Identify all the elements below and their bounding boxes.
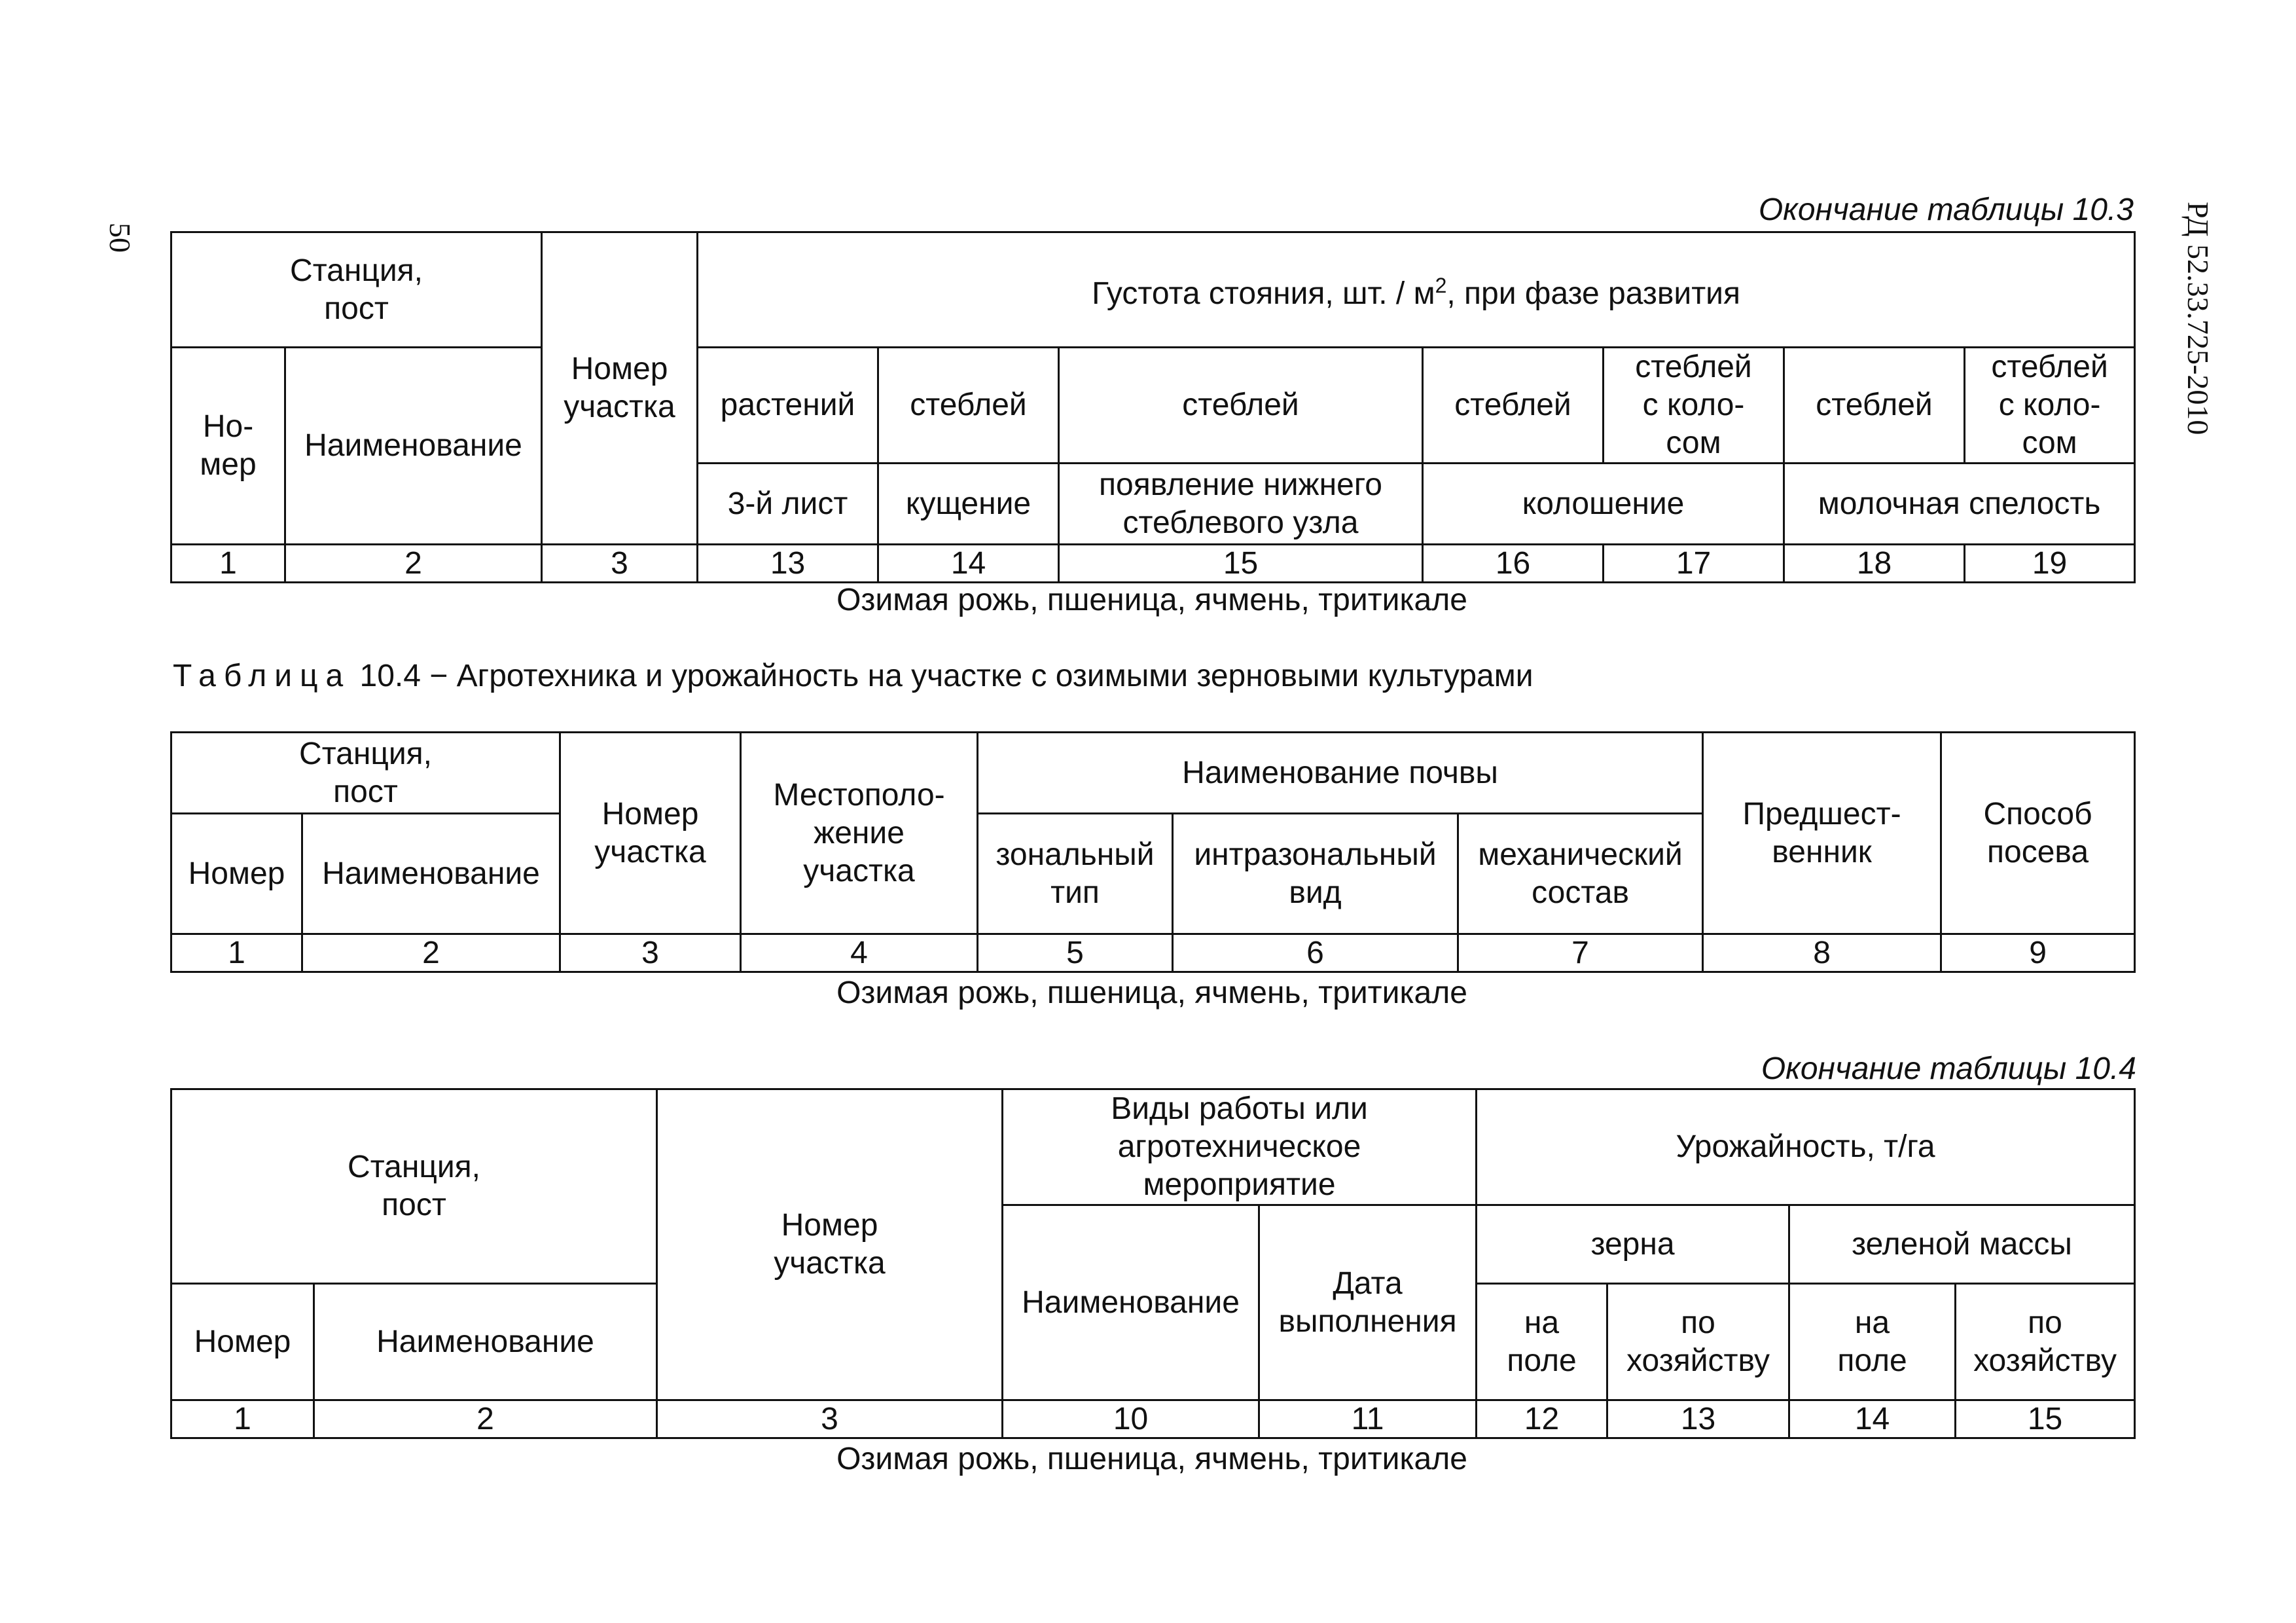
mechanical-composition-text: механический состав: [1478, 837, 1683, 910]
plot-number-header: [542, 232, 698, 545]
phase-leaf: [698, 464, 878, 545]
column-number: 2: [314, 1400, 657, 1438]
soil-header: [978, 733, 1703, 814]
column-number: 10: [1003, 1400, 1259, 1438]
density-sup: 2: [1435, 274, 1447, 297]
zonal-type: [978, 814, 1173, 934]
green-by-farm: [1956, 1284, 2135, 1400]
col-stems-a-text: стеблей: [910, 388, 1027, 422]
column-number: 7: [1458, 934, 1703, 972]
green-by-farm-text: по хозяйству: [1973, 1305, 2117, 1378]
column-number: 1: [171, 934, 302, 972]
predecessor-header: [1703, 733, 1941, 934]
station-header-text: Станция, пост: [299, 736, 432, 809]
column-number: 3: [560, 934, 741, 972]
phase-node: [1059, 464, 1423, 545]
column-number: 16: [1423, 545, 1604, 583]
intrazonal-type: [1173, 814, 1458, 934]
works-date-text: Дата выполнения: [1278, 1266, 1457, 1339]
column-number: 17: [1604, 545, 1784, 583]
green-mass-text: зеленой массы: [1852, 1226, 2072, 1262]
works-name-header: [1003, 1205, 1259, 1400]
sowing-method-header: [1941, 733, 2135, 934]
column-number: 19: [1965, 545, 2135, 583]
number-header: [171, 348, 285, 545]
predecessor-text: Предшест- венник: [1742, 796, 1901, 869]
table-10-3-end: [170, 231, 2136, 583]
col-plants-text: растений: [720, 388, 855, 422]
page-number: 50: [103, 223, 137, 253]
table-10-4-caption: Окончание таблицы 10.4: [1761, 1051, 2136, 1086]
green-on-field: [1789, 1284, 1956, 1400]
column-number: 8: [1703, 934, 1941, 972]
works-name-text: Наименование: [1022, 1285, 1240, 1320]
name-header-text: Наименование: [376, 1324, 594, 1359]
green-on-field-text: на поле: [1837, 1305, 1907, 1378]
col-stems-b: [1059, 348, 1423, 464]
plot-number-header: [657, 1089, 1003, 1400]
column-number: 15: [1059, 545, 1423, 583]
number-header-text: Но- мер: [200, 409, 257, 482]
column-number: 5: [978, 934, 1173, 972]
column-number: 2: [285, 545, 542, 583]
works-header-text: Виды работы или агротехническое мероприятие: [1111, 1091, 1368, 1202]
document-code: РД 52.33.725-2010: [2181, 202, 2215, 435]
plot-number-header: [560, 733, 741, 934]
yield-header-text: Урожайность, т/га: [1676, 1129, 1935, 1164]
table-10-4-end: [170, 1088, 2136, 1439]
column-number: 13: [1607, 1400, 1789, 1438]
grain-on-field: [1477, 1284, 1607, 1400]
phase-milk: [1784, 464, 2135, 545]
col-stems-b-text: стеблей: [1182, 388, 1299, 422]
column-number: 1: [171, 1400, 314, 1438]
column-number: 2: [302, 934, 560, 972]
col-stems-c-text: стеблей: [1454, 388, 1571, 422]
phase-heading-text: колошение: [1522, 486, 1685, 521]
column-number: 12: [1477, 1400, 1607, 1438]
name-header: [285, 348, 542, 545]
station-header: [171, 1089, 657, 1284]
grain-header: [1477, 1205, 1789, 1284]
col-stems-a: [878, 348, 1059, 464]
column-number: 13: [698, 545, 878, 583]
works-date-header: [1259, 1205, 1477, 1400]
number-header: [171, 1284, 314, 1400]
name-header-text: Наименование: [304, 428, 522, 463]
table-label: Таблица: [173, 659, 351, 693]
phase-milk-text: молочная спелость: [1818, 486, 2101, 521]
col-stems-ear-a: [1604, 348, 1784, 464]
phase-node-text: появление нижнего стеблевого узла: [1099, 467, 1382, 540]
phase-leaf-text: 3-й лист: [727, 486, 848, 521]
table-10-4: [170, 731, 2136, 973]
col-stems-ear-b-text: стеблей с коло- сом: [1991, 350, 2108, 460]
table-10-3-caption: Окончание таблицы 10.3: [1758, 192, 2134, 227]
column-number: 14: [1789, 1400, 1956, 1438]
plot-number-text: Номер участка: [564, 352, 675, 424]
yield-header: [1477, 1089, 2135, 1205]
name-header: [314, 1284, 657, 1400]
zonal-type-text: зональный тип: [996, 837, 1155, 910]
plot-number-text: Номер участка: [594, 796, 706, 869]
column-number: 14: [878, 545, 1059, 583]
station-header: [171, 232, 542, 348]
density-prefix: Густота стояния, шт. / м: [1092, 276, 1435, 311]
sowing-method-text: Способ посева: [1983, 796, 2092, 869]
col-stems-ear-b: [1965, 348, 2135, 464]
station-header-text: Станция, пост: [348, 1150, 480, 1222]
col-stems-ear-a-text: стеблей с коло- сом: [1635, 350, 1752, 460]
table-10-3-crop-note: Озимая рожь, пшеница, ячмень, тритикале: [836, 583, 1467, 617]
table-10-4-title: [173, 657, 1534, 695]
number-header: [171, 814, 302, 934]
table-title-text: 10.4 − Агротехника и урожайность на участке с озимыми зерновыми культурами: [351, 659, 1534, 693]
mechanical-composition: [1458, 814, 1703, 934]
green-mass-header: [1789, 1205, 2135, 1284]
column-number: 15: [1956, 1400, 2135, 1438]
number-header-text: Номер: [194, 1324, 291, 1359]
station-header: [171, 733, 560, 814]
phase-tillering: [878, 464, 1059, 545]
soil-header-text: Наименование почвы: [1182, 755, 1498, 790]
col-stems-d-text: стеблей: [1816, 388, 1933, 422]
number-header-text: Номер: [188, 856, 285, 891]
location-header: [741, 733, 978, 934]
column-number: 4: [741, 934, 978, 972]
column-number: 9: [1941, 934, 2135, 972]
column-number: 6: [1173, 934, 1458, 972]
col-stems-c: [1423, 348, 1604, 464]
works-header: [1003, 1089, 1477, 1205]
table-10-4-end-crop-note: Озимая рожь, пшеница, ячмень, тритикале: [836, 1442, 1467, 1476]
column-number: 18: [1784, 545, 1965, 583]
location-header-text: Местополо- жение участка: [773, 777, 945, 888]
col-plants: [698, 348, 878, 464]
density-suffix: , при фазе развития: [1446, 276, 1740, 311]
table-10-4-crop-note: Озимая рожь, пшеница, ячмень, тритикале: [836, 976, 1467, 1010]
name-header: [302, 814, 560, 934]
column-number: 11: [1259, 1400, 1477, 1438]
phase-tillering-text: кущение: [905, 486, 1031, 521]
phase-heading: [1423, 464, 1784, 545]
intrazonal-type-text: интразональный вид: [1194, 837, 1437, 910]
grain-by-farm-text: по хозяйству: [1626, 1305, 1770, 1378]
column-number: 3: [542, 545, 698, 583]
column-number: 3: [657, 1400, 1003, 1438]
column-number: 1: [171, 545, 285, 583]
grain-on-field-text: на поле: [1507, 1305, 1577, 1378]
grain-by-farm: [1607, 1284, 1789, 1400]
plot-number-text: Номер участка: [774, 1208, 886, 1281]
grain-text: зерна: [1590, 1226, 1675, 1262]
station-header-text: Станция, пост: [290, 253, 423, 326]
name-header-text: Наименование: [322, 856, 540, 891]
density-header: [698, 232, 2135, 348]
col-stems-d: [1784, 348, 1965, 464]
